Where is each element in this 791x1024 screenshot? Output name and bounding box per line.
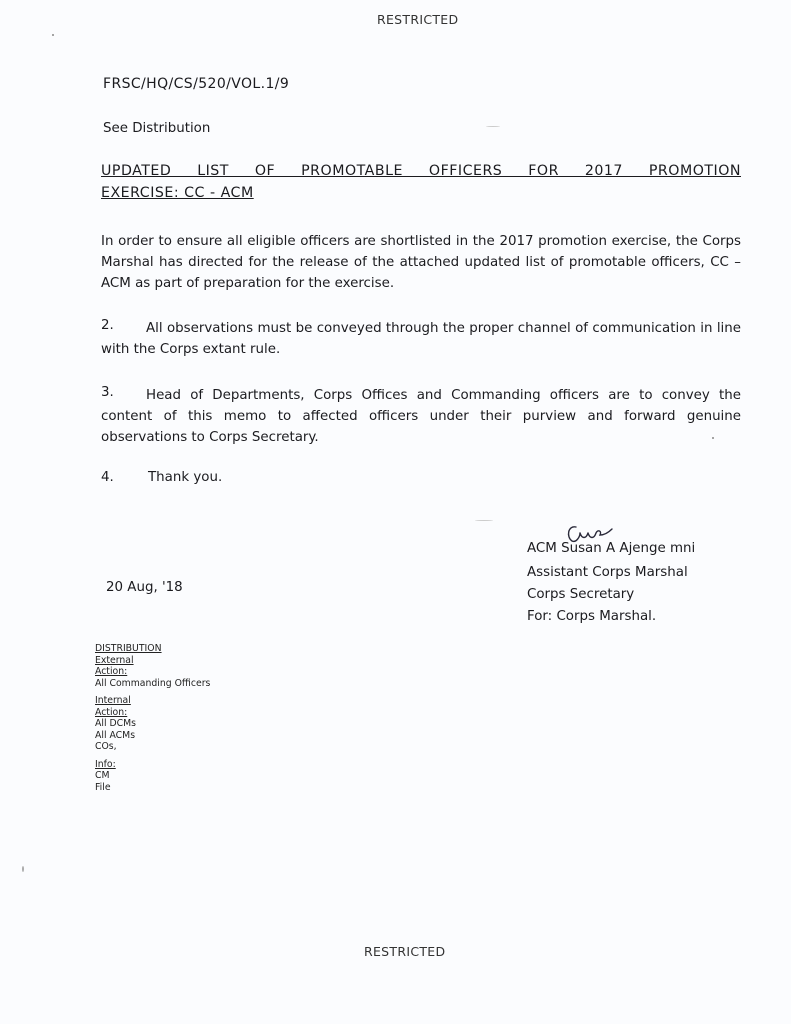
scan-speck [22, 866, 24, 872]
distribution-external-action-label: Action: [95, 666, 128, 677]
scan-speck [712, 437, 714, 439]
memo-date: 20 Aug, '18 [106, 580, 183, 595]
signatory-for: For: Corps Marshal. [527, 609, 657, 624]
distribution-external-item: All Commanding Officers [95, 677, 211, 689]
distribution-internal-item: COs, [95, 741, 117, 752]
footer-classification: RESTRICTED [364, 944, 446, 959]
signatory-name: ACM Susan A Ajenge mni [527, 541, 696, 556]
scan-speck [52, 34, 54, 36]
distribution-block [95, 643, 210, 793]
paragraph-4-number: 4. [101, 470, 114, 485]
reference-number: FRSC/HQ/CS/520/VOL.1/9 [103, 76, 290, 92]
signatory-office: Corps Secretary [527, 587, 635, 602]
distribution-info-label: Info: [95, 758, 116, 770]
paragraph-3: Head of Departments, Corps Offices and Commanding officers are to convey the content of this memo to affected officers under their purview and forward genuine observations to Corps Secretary. [101, 388, 741, 445]
distribution-heading: DISTRIBUTION [95, 643, 162, 654]
distribution-internal-item: All ACMs [95, 729, 136, 741]
distribution-external-label: External [95, 654, 134, 666]
scan-speck [475, 520, 493, 521]
signatory-rank: Assistant Corps Marshal [527, 565, 688, 580]
memo-title-line-2: EXERCISE: CC - ACM [101, 185, 254, 201]
paragraph-3-number: 3. [101, 385, 114, 400]
distribution-internal-item: All DCMs [95, 718, 136, 729]
paragraph-1: In order to ensure all eligible officers are shortlisted in the 2017 promotion exercise, the Corps Marshal has directed for the release of the attached updated list of promotable officers, CC – ACM as part of preparation for the exercise. [101, 234, 741, 291]
distribution-internal-action-label: Action: [95, 706, 128, 718]
memo-title-line-1: UPDATED LIST OF PROMOTABLE OFFICERS FOR 2017 PROMOTION [101, 163, 741, 179]
distribution-info-item: CM [95, 770, 110, 781]
header-classification: RESTRICTED [377, 12, 459, 27]
distribution-info-item: File [95, 781, 111, 793]
scan-speck [486, 126, 500, 127]
paragraph-4: Thank you. [148, 470, 223, 485]
addressee: See Distribution [103, 121, 211, 136]
paragraph-2: All observations must be conveyed through the proper channel of communication in line with the Corps extant rule. [101, 321, 741, 357]
paragraph-2-number: 2. [101, 318, 114, 333]
distribution-internal-label: Internal [95, 695, 131, 706]
